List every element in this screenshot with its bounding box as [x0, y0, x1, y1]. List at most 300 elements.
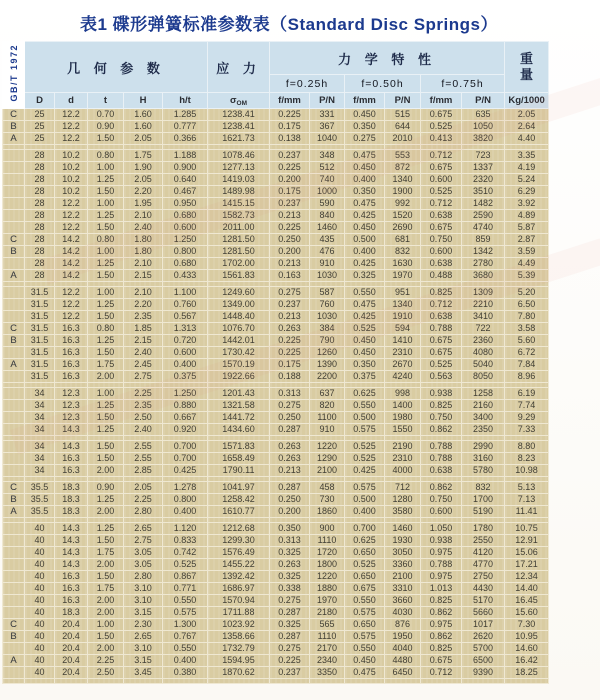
cell: 3.10	[124, 643, 163, 655]
cell: 10.2	[55, 150, 88, 162]
cell: 0.638	[421, 210, 462, 222]
cell: 18.3	[55, 506, 88, 518]
cell: 28	[25, 234, 55, 246]
standard-number-vertical: GB/T 1972	[3, 42, 25, 109]
cell: 0.600	[163, 347, 208, 359]
cell: 0.900	[163, 162, 208, 174]
section-gap-row	[3, 679, 549, 684]
row-class-label	[3, 643, 25, 655]
cell: 1220	[310, 571, 345, 583]
cell: 2200	[310, 371, 345, 383]
cell: 0.825	[421, 595, 462, 607]
table-row	[3, 482, 549, 494]
row-class-label	[3, 535, 25, 547]
cell: 2.55	[124, 453, 163, 465]
cell: 2.75	[124, 371, 163, 383]
cell: 730	[310, 494, 345, 506]
cell: 34	[25, 453, 55, 465]
cell: 6.19	[505, 388, 549, 400]
cell: 1.50	[88, 441, 124, 453]
cell: 2.00	[88, 595, 124, 607]
row-class-label	[3, 583, 25, 595]
cell: 0.275	[270, 287, 310, 299]
cell: 12.2	[55, 133, 88, 145]
cell: 28	[25, 174, 55, 186]
cell: 740	[310, 174, 345, 186]
cell: 0.450	[345, 347, 385, 359]
gap-cell	[25, 679, 55, 684]
cell: 1980	[385, 412, 421, 424]
cell: 1342	[462, 246, 505, 258]
cell: 2.10	[124, 258, 163, 270]
cell: 1040	[310, 133, 345, 145]
cell: 0.400	[345, 506, 385, 518]
table-row	[3, 287, 549, 299]
cell: 0.325	[270, 619, 310, 631]
cell: 2310	[385, 347, 421, 359]
table-row	[3, 412, 549, 424]
col-D: D	[25, 93, 55, 109]
cell: 0.275	[270, 643, 310, 655]
table-row	[3, 234, 549, 246]
cell: 1212.68	[208, 523, 270, 535]
cell: 9390	[462, 667, 505, 679]
cell: 1041.97	[208, 482, 270, 494]
cell: 0.675	[421, 347, 462, 359]
cell: 35.5	[25, 506, 55, 518]
cell: 0.825	[421, 287, 462, 299]
cell: 1630	[385, 258, 421, 270]
cell: 4030	[385, 607, 421, 619]
cell: 1100	[310, 412, 345, 424]
cell: 0.975	[421, 619, 462, 631]
cell: 3160	[462, 453, 505, 465]
cell: 1702.00	[208, 258, 270, 270]
cell: 0.225	[270, 347, 310, 359]
cell: 14.3	[55, 559, 88, 571]
cell: 3.35	[505, 150, 549, 162]
cell: 0.712	[421, 299, 462, 311]
cell: 0.600	[421, 246, 462, 258]
table-row	[3, 109, 549, 121]
cell: 1442.01	[208, 335, 270, 347]
cell: 40	[25, 619, 55, 631]
cell: 14.3	[55, 535, 88, 547]
cell: 6.72	[505, 347, 549, 359]
cell: 0.575	[345, 631, 385, 643]
cell: 31.5	[25, 287, 55, 299]
cell: 0.425	[345, 465, 385, 477]
cell: 0.138	[270, 133, 310, 145]
cell: 3680	[462, 270, 505, 282]
cell: 1258.42	[208, 494, 270, 506]
cell: 40	[25, 559, 55, 571]
cell: 0.400	[163, 359, 208, 371]
row-class-label	[3, 174, 25, 186]
table-row	[3, 655, 549, 667]
cell: 0.90	[88, 482, 124, 494]
cell: 0.575	[345, 607, 385, 619]
cell: 4740	[462, 222, 505, 234]
cell: 637	[310, 388, 345, 400]
cell: 31.5	[25, 359, 55, 371]
cell: 5700	[462, 643, 505, 655]
cell: 12.2	[55, 210, 88, 222]
cell: 2.20	[124, 299, 163, 311]
cell: 2.25	[88, 655, 124, 667]
cell: 1460	[385, 523, 421, 535]
cell: 2.40	[124, 347, 163, 359]
cell: 0.500	[345, 494, 385, 506]
table-row	[3, 465, 549, 477]
header-deflection-050: f=0.50h	[345, 75, 421, 93]
cell: 18.25	[505, 667, 549, 679]
cell: 18.3	[55, 482, 88, 494]
cell: 0.600	[163, 222, 208, 234]
row-class-label: B	[3, 494, 25, 506]
table-row	[3, 595, 549, 607]
cell: 0.525	[421, 121, 462, 133]
cell: 1860	[310, 506, 345, 518]
cell: 10.75	[505, 523, 549, 535]
col-p-050: P/N	[385, 93, 421, 109]
cell: 1277.13	[208, 162, 270, 174]
table-row	[3, 299, 549, 311]
cell: 10.2	[55, 162, 88, 174]
table-row	[3, 311, 549, 323]
cell: 4240	[385, 371, 421, 383]
cell: 7.84	[505, 359, 549, 371]
cell: 458	[310, 482, 345, 494]
cell: 0.488	[421, 270, 462, 282]
cell: 0.163	[270, 270, 310, 282]
cell: 0.750	[421, 234, 462, 246]
cell: 0.263	[270, 559, 310, 571]
cell: 12.3	[55, 388, 88, 400]
cell: 0.188	[270, 371, 310, 383]
cell: 0.200	[270, 506, 310, 518]
cell: 1.50	[88, 347, 124, 359]
col-f-050: f/mm	[345, 93, 385, 109]
table-row	[3, 371, 549, 383]
cell: 1800	[310, 559, 345, 571]
cell: 0.575	[163, 607, 208, 619]
table-row	[3, 347, 549, 359]
table-row	[3, 535, 549, 547]
cell: 951	[385, 287, 421, 299]
table-row	[3, 494, 549, 506]
gap-cell	[310, 679, 345, 684]
cell: 0.225	[270, 162, 310, 174]
cell: 1.50	[88, 311, 124, 323]
cell: 1410	[385, 335, 421, 347]
cell: 0.525	[421, 359, 462, 371]
cell: 760	[310, 299, 345, 311]
row-class-label: B	[3, 631, 25, 643]
cell: 2.05	[124, 133, 163, 145]
table-row	[3, 162, 549, 174]
cell: 0.275	[345, 133, 385, 145]
cell: 820	[310, 400, 345, 412]
cell: 0.350	[345, 359, 385, 371]
table-row	[3, 631, 549, 643]
cell: 1.00	[88, 287, 124, 299]
cell: 10.2	[55, 174, 88, 186]
cell: 0.475	[345, 667, 385, 679]
gap-cell	[421, 679, 462, 684]
cell: 16.3	[55, 571, 88, 583]
col-H: H	[124, 93, 163, 109]
cell: 6450	[385, 667, 421, 679]
cell: 40	[25, 631, 55, 643]
cell: 28	[25, 198, 55, 210]
cell: 1281.50	[208, 234, 270, 246]
cell: 16.3	[55, 335, 88, 347]
cell: 1.50	[88, 571, 124, 583]
table-row	[3, 583, 549, 595]
cell: 0.788	[421, 453, 462, 465]
cell: 2180	[310, 607, 345, 619]
cell: 0.712	[421, 198, 462, 210]
cell: 2.35	[124, 400, 163, 412]
cell: 12.2	[55, 287, 88, 299]
cell: 20.4	[55, 643, 88, 655]
cell: 1700	[462, 494, 505, 506]
cell: 20.4	[55, 667, 88, 679]
cell: 5.13	[505, 482, 549, 494]
cell: 910	[310, 258, 345, 270]
cell: 0.475	[345, 198, 385, 210]
cell: 0.175	[270, 121, 310, 133]
cell: 0.500	[345, 412, 385, 424]
cell: 1.00	[88, 388, 124, 400]
cell: 0.880	[163, 400, 208, 412]
cell: 331	[310, 109, 345, 121]
cell: 31.5	[25, 371, 55, 383]
cell: 7.80	[505, 311, 549, 323]
cell: 0.450	[345, 109, 385, 121]
cell: 0.380	[163, 667, 208, 679]
cell: 0.400	[345, 174, 385, 186]
cell: 0.525	[345, 453, 385, 465]
cell: 0.450	[345, 335, 385, 347]
cell: 2780	[462, 258, 505, 270]
cell: 0.675	[421, 109, 462, 121]
table-row	[3, 523, 549, 535]
cell: 0.800	[163, 246, 208, 258]
cell: 16.3	[55, 453, 88, 465]
col-d: d	[55, 93, 88, 109]
cell: 12.2	[55, 311, 88, 323]
row-class-label	[3, 441, 25, 453]
cell: 3510	[462, 186, 505, 198]
row-class-label	[3, 311, 25, 323]
row-class-label	[3, 371, 25, 383]
cell: 0.938	[421, 535, 462, 547]
cell: 34	[25, 424, 55, 436]
cell: 1.75	[124, 150, 163, 162]
cell: 0.350	[270, 523, 310, 535]
cell: 18.3	[55, 607, 88, 619]
cell: 1400	[385, 400, 421, 412]
cell: 1290	[310, 453, 345, 465]
cell: 1.50	[88, 222, 124, 234]
gap-cell	[3, 679, 25, 684]
cell: 1922.66	[208, 371, 270, 383]
cell: 1.25	[88, 174, 124, 186]
row-class-label	[3, 607, 25, 619]
cell: 2.65	[124, 523, 163, 535]
table-row	[3, 150, 549, 162]
cell: 0.700	[345, 523, 385, 535]
cell: 0.250	[270, 234, 310, 246]
cell: 0.675	[421, 222, 462, 234]
table-row	[3, 441, 549, 453]
gap-cell	[55, 679, 88, 684]
cell: 0.200	[270, 174, 310, 186]
cell: 1576.49	[208, 547, 270, 559]
table-row	[3, 547, 549, 559]
cell: 1358.66	[208, 631, 270, 643]
cell: 16.42	[505, 655, 549, 667]
cell: 512	[310, 162, 345, 174]
row-class-label	[3, 258, 25, 270]
cell: 0.213	[270, 465, 310, 477]
cell: 2.00	[88, 559, 124, 571]
cell: 0.550	[345, 400, 385, 412]
cell: 0.90	[88, 121, 124, 133]
cell: 681	[385, 234, 421, 246]
cell: 2990	[462, 441, 505, 453]
cell: 0.625	[345, 535, 385, 547]
cell: 14.2	[55, 234, 88, 246]
cell: 3660	[385, 595, 421, 607]
cell: 1.25	[88, 258, 124, 270]
cell: 1.188	[163, 150, 208, 162]
cell: 587	[310, 287, 345, 299]
table-row	[3, 121, 549, 133]
cell: 0.450	[345, 162, 385, 174]
cell: 7.33	[505, 424, 549, 436]
cell: 910	[310, 424, 345, 436]
cell: 0.700	[163, 453, 208, 465]
cell: 3410	[462, 311, 505, 323]
cell: 5040	[462, 359, 505, 371]
cell: 2550	[462, 535, 505, 547]
cell: 0.375	[345, 371, 385, 383]
cell: 1.50	[88, 535, 124, 547]
cell: 1950	[385, 631, 421, 643]
cell: 0.638	[421, 258, 462, 270]
cell: 1.50	[88, 453, 124, 465]
cell: 5780	[462, 465, 505, 477]
cell: 998	[385, 388, 421, 400]
cell: 1030	[310, 311, 345, 323]
cell: 16.3	[55, 465, 88, 477]
cell: 2.75	[124, 535, 163, 547]
cell: 0.675	[421, 655, 462, 667]
gap-cell	[345, 679, 385, 684]
cell: 1280	[385, 494, 421, 506]
cell: 1448.40	[208, 311, 270, 323]
cell: 0.350	[345, 121, 385, 133]
cell: 35.5	[25, 494, 55, 506]
cell: 0.80	[88, 234, 124, 246]
cell: 0.833	[163, 535, 208, 547]
cell: 1.85	[124, 323, 163, 335]
cell: 0.650	[345, 571, 385, 583]
cell: 2620	[462, 631, 505, 643]
cell: 31.5	[25, 335, 55, 347]
row-class-label: C	[3, 323, 25, 335]
cell: 2.87	[505, 234, 549, 246]
cell: 2010	[385, 133, 421, 145]
header-weight: 重 量	[505, 42, 549, 93]
cell: 28	[25, 186, 55, 198]
cell: 876	[385, 619, 421, 631]
cell: 2.00	[88, 465, 124, 477]
cell: 34	[25, 400, 55, 412]
row-class-label: A	[3, 506, 25, 518]
cell: 25	[25, 121, 55, 133]
table-row	[3, 198, 549, 210]
cell: 2.00	[88, 607, 124, 619]
cell: 712	[385, 482, 421, 494]
cell: 0.425	[345, 210, 385, 222]
cell: 0.550	[163, 643, 208, 655]
cell: 12.2	[55, 198, 88, 210]
cell: 1017	[462, 619, 505, 631]
cell: 1340	[385, 174, 421, 186]
row-class-label	[3, 547, 25, 559]
cell: 0.225	[270, 222, 310, 234]
cell: 1390	[310, 359, 345, 371]
gap-cell	[270, 679, 310, 684]
table-header	[3, 42, 549, 109]
cell: 1337	[462, 162, 505, 174]
cell: 2.15	[124, 335, 163, 347]
cell: 2.20	[124, 186, 163, 198]
cell: 1.75	[88, 359, 124, 371]
cell: 0.975	[421, 547, 462, 559]
cell: 40	[25, 547, 55, 559]
cell: 2.80	[124, 571, 163, 583]
cell: 1780	[462, 523, 505, 535]
cell: 1000	[310, 186, 345, 198]
cell: 0.788	[421, 323, 462, 335]
row-class-label: A	[3, 359, 25, 371]
cell: 1.25	[88, 523, 124, 535]
cell: 1.90	[124, 162, 163, 174]
cell: 553	[385, 150, 421, 162]
cell: 0.325	[270, 571, 310, 583]
cell: 0.825	[421, 400, 462, 412]
cell: 34	[25, 412, 55, 424]
cell: 14.60	[505, 643, 549, 655]
cell: 0.250	[270, 494, 310, 506]
table-body	[3, 109, 549, 684]
cell: 4000	[385, 465, 421, 477]
cell: 2310	[385, 453, 421, 465]
cell: 435	[310, 234, 345, 246]
cell: 0.237	[270, 667, 310, 679]
cell: 0.325	[270, 547, 310, 559]
cell: 0.287	[270, 607, 310, 619]
cell: 1.313	[163, 323, 208, 335]
cell: 1050	[462, 121, 505, 133]
cell: 0.600	[421, 506, 462, 518]
cell: 1415.15	[208, 198, 270, 210]
